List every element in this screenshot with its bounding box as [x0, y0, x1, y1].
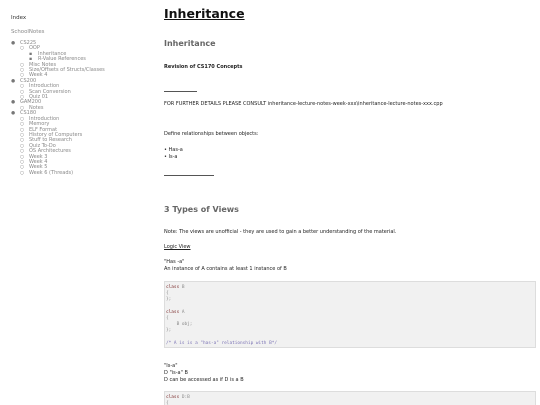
school-notes-link[interactable]: SchoolNotes: [11, 29, 45, 35]
code-text: {: [166, 316, 169, 322]
code-text: };: [166, 297, 172, 303]
sidebar: [0, 0, 152, 405]
tree-item-quiz-01[interactable]: ○ Quiz 01: [20, 94, 49, 101]
tree-item-introduction-cs180[interactable]: ○ Introduction: [20, 115, 60, 122]
tree-item-size-offsets[interactable]: ○ Size/Offsets of Structs/Classes: [20, 67, 105, 74]
circle-bullet-icon: ○: [20, 143, 25, 149]
tree-item-inheritance[interactable]: ▪ Inheritance: [29, 50, 67, 57]
tree-item-week4-cs225[interactable]: ○ Week 4: [20, 72, 48, 79]
tree-item-oop[interactable]: ○ OOP: [20, 45, 40, 52]
page-title: Inheritance: [164, 6, 245, 21]
divider: [164, 91, 197, 92]
circle-bullet-icon: ○: [20, 154, 25, 160]
code-text: D:B: [179, 395, 190, 400]
tree-item-week3[interactable]: ○ Week 3: [20, 153, 48, 160]
tree-item-week4-cs180[interactable]: ○ Week 4: [20, 158, 48, 165]
has-a-description: An instance of A contains at least 1 instance of B: [164, 266, 287, 272]
circle-bullet-icon: ○: [20, 89, 25, 95]
code-text: };: [166, 328, 172, 334]
tree-item-scan-conversion[interactable]: ○ Scan Conversion: [20, 88, 71, 95]
tree-item-quiz-to-do[interactable]: ○ Quiz To-Do: [20, 142, 56, 149]
circle-bullet-icon: ○: [20, 116, 25, 122]
circle-bullet-icon: ○: [20, 122, 25, 128]
circle-bullet-icon: ○: [20, 170, 25, 176]
code-keyword: class: [166, 285, 180, 290]
square-bullet-icon: ▪: [29, 51, 33, 57]
circle-bullet-icon: ○: [20, 73, 25, 79]
circle-bullet-icon: ○: [20, 68, 25, 74]
disc-bullet-icon: ●: [11, 100, 16, 106]
revision-text: Revision of CS170 Concepts: [164, 64, 243, 70]
tree-item-notes[interactable]: ○ Notes: [20, 104, 44, 111]
code-text: B obj;: [166, 322, 193, 328]
tree-item-rvalue-references[interactable]: ▪ R-Value References: [29, 56, 86, 63]
code-keyword: class: [166, 309, 180, 315]
has-a-heading: "Has -a": [164, 259, 185, 265]
section-heading-inheritance: Inheritance: [164, 39, 216, 48]
tree-item-cs225[interactable]: ● CS225: [11, 40, 37, 46]
tree-item-memory[interactable]: ○ Memory: [20, 121, 50, 128]
circle-bullet-icon: ○: [20, 132, 25, 138]
main-content: [164, 0, 536, 405]
define-text: Define relationships between objects:: [164, 131, 259, 137]
tree-item-cs180[interactable]: ● CS180: [11, 110, 37, 117]
code-block-has-a: [164, 281, 536, 348]
tree-item-os-architectures[interactable]: ○ OS Architectures: [20, 148, 71, 155]
tree-item-misc-notes[interactable]: ○ Misc Notes: [20, 61, 57, 68]
code-text: {: [166, 401, 169, 405]
disc-bullet-icon: ●: [11, 78, 16, 84]
bullet-is-a: • Is-a: [164, 154, 178, 160]
code-block-is-a: [164, 391, 536, 405]
disc-bullet-icon: ●: [11, 111, 16, 117]
code-text: A: [179, 309, 185, 315]
circle-bullet-icon: ○: [20, 159, 25, 165]
circle-bullet-icon: ○: [20, 105, 25, 111]
circle-bullet-icon: ○: [20, 165, 25, 171]
circle-bullet-icon: ○: [20, 95, 25, 101]
tree-item-stuff-to-research[interactable]: ○ Stuff to Research: [20, 137, 72, 144]
tree-item-cs200[interactable]: ● CS200: [11, 77, 37, 84]
circle-bullet-icon: ○: [20, 46, 25, 52]
circle-bullet-icon: ○: [20, 149, 25, 155]
logic-view-link[interactable]: Logic View: [164, 244, 191, 250]
index-link[interactable]: Index: [11, 15, 27, 21]
is-a-description: D can be accessed as if D is a B: [164, 377, 244, 383]
divider: [164, 175, 214, 176]
circle-bullet-icon: ○: [20, 84, 25, 90]
bullet-has-a: • Has-a: [164, 147, 183, 153]
notes-tree: [11, 41, 152, 176]
note-text: Note: The views are unofficial - they are used to gain a better understanding of the material.: [164, 229, 397, 235]
section-heading-3-types-of-views: 3 Types of Views: [164, 205, 239, 214]
circle-bullet-icon: ○: [20, 62, 25, 68]
consult-text: FOR FURTHER DETAILS PLEASE CONSULT inheritance-lecture-notes-week-xxx\inheritance-lecture-notes-xxx.cpp: [164, 101, 443, 107]
disc-bullet-icon: ●: [11, 41, 16, 46]
circle-bullet-icon: ○: [20, 138, 25, 144]
code-comment: /* A is is a "has-a" relationship with B*/: [166, 340, 278, 346]
square-bullet-icon: ▪: [29, 57, 33, 63]
tree-item-history-of-computers[interactable]: ○ History of Computers: [20, 131, 83, 138]
is-a-subheading: D "is-a" B: [164, 370, 188, 376]
is-a-heading: "Is-a": [164, 363, 178, 369]
tree-item-gam200[interactable]: ● GAM200: [11, 99, 42, 106]
code-keyword: class: [166, 395, 180, 400]
code-text: {: [166, 291, 169, 297]
tree-item-elf-format[interactable]: ○ ELF Format: [20, 126, 58, 133]
tree-item-introduction-cs200[interactable]: ○ Introduction: [20, 83, 60, 90]
code-text: B: [179, 285, 185, 290]
circle-bullet-icon: ○: [20, 127, 25, 133]
tree-item-week6-threads[interactable]: ○ Week 6 (Threads): [20, 169, 74, 176]
tree-item-week5[interactable]: ○ Week 5: [20, 164, 48, 171]
